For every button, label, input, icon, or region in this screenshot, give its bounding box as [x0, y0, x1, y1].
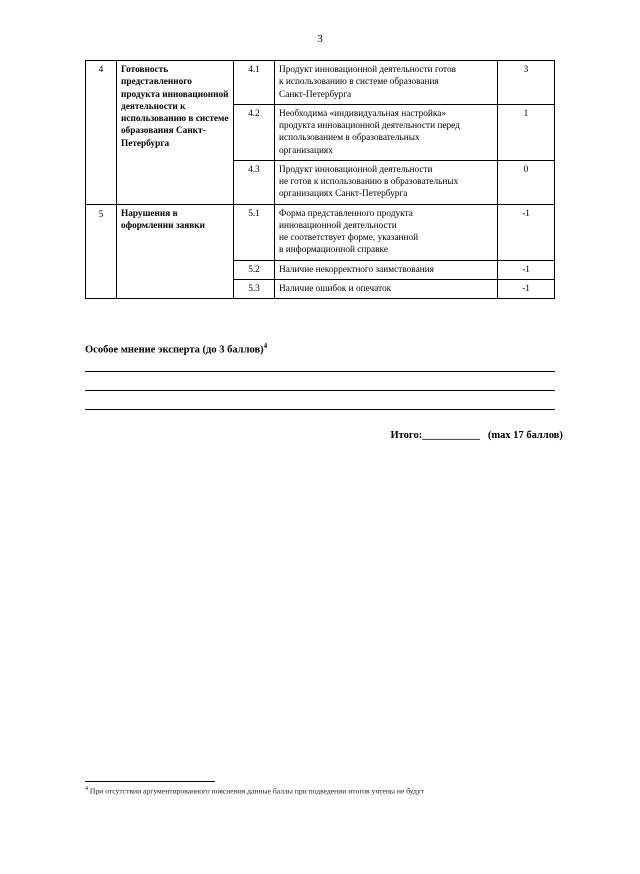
description-line: Форма представленного продукта: [279, 208, 413, 219]
subitem-description: [275, 260, 498, 279]
description-line: Санкт-Петербурга: [279, 89, 352, 100]
description-line: Наличие ошибок и опечаток: [279, 283, 392, 294]
subitem-score: 0: [498, 160, 555, 204]
total-label: Итого:___________: [390, 430, 480, 441]
subitem-score: -1: [498, 260, 555, 279]
description-line: продукта инновационной деятельности перед: [279, 121, 460, 132]
subitem-score: 1: [498, 104, 555, 160]
subitem-number: 5.1: [234, 204, 275, 260]
subitem-score: -1: [498, 204, 555, 260]
special-opinion-label: Особое мнение эксперта (до 3 баллов): [85, 344, 264, 356]
write-in-line: [85, 371, 555, 372]
description-line: Продукт инновационной деятельности готов: [279, 65, 456, 75]
special-opinion-heading: [85, 342, 267, 356]
subitem-score: 3: [498, 61, 555, 105]
description-line: использованием в образовательных: [279, 133, 420, 144]
footnote-separator: [85, 781, 215, 782]
description-line: организациях Санкт-Петербурга: [279, 189, 408, 200]
subitem-number: 5.3: [234, 279, 275, 298]
criterion-number: 4: [86, 61, 117, 205]
footnote-marker: 4: [85, 786, 88, 792]
description-line: к использованию в системе образования: [279, 77, 439, 88]
description-line: Наличие некорректного заимствования: [279, 264, 434, 275]
subitem-number: 4.1: [234, 61, 275, 105]
subitem-description: [275, 204, 498, 260]
subitem-description: [275, 279, 498, 298]
description-line: не соответствует форме, указанной: [279, 233, 419, 244]
table-row: [86, 204, 555, 260]
subitem-score: -1: [498, 279, 555, 298]
criterion-title: Готовность представленного продукта инновационной деятельности к использованию в системе образования Санкт-Петербурга: [117, 61, 234, 205]
description-line: организациях: [279, 145, 333, 156]
criterion-title: Нарушения в оформлении заявки: [117, 204, 234, 299]
total-score-line: [380, 419, 563, 452]
write-in-line: [85, 390, 555, 391]
special-opinion-footnote-marker: 4: [263, 342, 268, 350]
description-line: в информационной справке: [279, 245, 388, 256]
total-max: (max 17 баллов): [487, 430, 563, 441]
subitem-number: 4.2: [234, 104, 275, 160]
description-line: Необходима «индивидуальная настройка»: [279, 108, 447, 119]
description-line: инновационной деятельности: [279, 220, 397, 231]
subitem-description: [275, 160, 498, 204]
footnote-text: При отсутствии аргументированного пояснения данные баллы при подведении итогов учтены не будут: [89, 786, 425, 796]
description-line: Продукт инновационной деятельности: [279, 164, 433, 175]
write-in-line: [85, 409, 555, 410]
page-number: 3: [317, 33, 323, 45]
evaluation-criteria-table: [85, 60, 555, 299]
subitem-description: [275, 61, 498, 105]
footnote: [85, 786, 565, 796]
criterion-number: 5: [86, 204, 117, 299]
table-row: [86, 61, 555, 105]
subitem-number: 4.3: [234, 160, 275, 204]
subitem-number: 5.2: [234, 260, 275, 279]
description-line: не готов к использованию в образовательных: [279, 177, 459, 188]
subitem-description: [275, 104, 498, 160]
